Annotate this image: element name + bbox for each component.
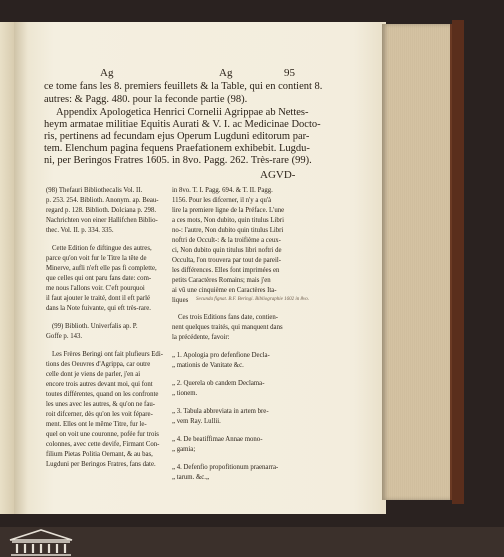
header-center: Ag bbox=[219, 67, 233, 79]
intro-line: autres: & Pagg. 480. pour la feconde partie (98). bbox=[44, 94, 248, 105]
footnote-line: noftri de Occult-: & la troifième a ceux- bbox=[172, 237, 281, 244]
entry-line: ris, pertinens ad fecundam ejus Operum Lugduni editorum par- bbox=[44, 131, 310, 142]
footnote-line: parce qu'on voit fur le Titre la tête de bbox=[46, 255, 147, 262]
footnote-line: Les Frères Beringi ont fait plufieurs Edi- bbox=[52, 351, 163, 358]
footnote-line: toutes différentes, quand on les confronte bbox=[46, 391, 159, 398]
footnote-line: ci, Non dubito quin titulus libri noftri de bbox=[172, 247, 282, 254]
footnote-line: Occulta, l'on trouvera par tout de pareil- bbox=[172, 257, 281, 264]
footnote-line: Lugduni per Beringos Fratres, fans date. bbox=[46, 461, 156, 468]
footnote-line: a ces mots, Non dubito, quin titulus Libri bbox=[172, 217, 284, 224]
footnote-line: me nous l'allons voir. C'eft pourquoi bbox=[46, 285, 145, 292]
footnote-line: „ 2. Querela ob candem Declama- bbox=[172, 380, 265, 387]
footnote-line: colonnes, avec cette devife, Firmant Con- bbox=[46, 441, 160, 448]
footnote-line: roit difcerner, dès qu'on les voit fépare- bbox=[46, 411, 153, 418]
book-cover-edge bbox=[452, 20, 464, 504]
footnote-line: ai vû une cinquième en Caractères Ita- bbox=[172, 287, 277, 294]
footnote-line: lire la premiere ligne de la Préface. L'une bbox=[172, 207, 285, 214]
footnote-line: Goffe p. 143. bbox=[46, 333, 83, 340]
footnote-line: dans la Note fuivante, qui eft très-rare. bbox=[46, 305, 151, 312]
footnote-line: thec. Vol. II. p. 334. 335. bbox=[46, 227, 114, 234]
entry-line: ni, per Beringos Fratres 1605. in 8vo. Pagg. 262. Très-rare (99). bbox=[44, 155, 312, 166]
footnote-line: encore trois autres devant moi, qui font bbox=[46, 381, 153, 388]
footnote-line: regard p. 128. Biblioth. Dolciana p. 298. bbox=[46, 207, 157, 214]
library-logo-icon bbox=[6, 527, 76, 557]
footnote-line: p. 253. 254. Biblioth. Anonym. ap. Beau- bbox=[46, 197, 159, 204]
footnote-line: no-: l'autre, Non dubito quin titulus Libri bbox=[172, 227, 284, 234]
entry-line: heym armatae militiae Equitis Aurati & V. I. ac Medicinae Docto- bbox=[44, 119, 321, 130]
footnote-line: „ mationis de Vanitate &c. bbox=[172, 362, 244, 369]
footnote-line: „ tarum. &c.„ bbox=[172, 474, 209, 481]
entry-line: Appendix Apologetica Henrici Cornelii Agrippae ab Nettes- bbox=[56, 107, 309, 118]
footnote-line: ment. Elles ont le même Titre, fur le- bbox=[46, 421, 147, 428]
footnote-line: quel on voit une couronne, pofée fur trois bbox=[46, 431, 159, 438]
intro-line: ce tome fans les 8. premiers feuillets & la Table, qui en contient 8. bbox=[44, 81, 323, 92]
page-block-edge bbox=[382, 24, 456, 500]
page-number: 95 bbox=[284, 67, 295, 79]
footnote-line: Cette Edition fe diftingue des autres, bbox=[52, 245, 152, 252]
footnote-line: in 8vo. T. I. Pagg. 694. & T. II. Pagg. bbox=[172, 187, 273, 194]
footnote-line: Ces trois Editions fans date, contien- bbox=[178, 314, 279, 321]
left-page-edge bbox=[0, 22, 14, 514]
footnote-line: (98) Thefauri Bibliothecalis Vol. II. bbox=[46, 187, 143, 194]
entry-line: tem. Elenchum pagina fequens Praefationem exhibebit. Lugdu- bbox=[44, 143, 310, 154]
header-left: Ag bbox=[100, 67, 114, 79]
footnote-line: celle dont je viens de parler, j'en ai bbox=[46, 371, 141, 378]
footnote-line: Minerve, aufli n'eft elle pas fi complette, bbox=[46, 265, 157, 272]
footnote-line: „ 3. Tabula abbreviata in artem bre- bbox=[172, 408, 269, 415]
footnote-line: les différences. Elles font imprimées en bbox=[172, 267, 280, 274]
footnote-line: (99) Biblioth. Univerfalis ap. P. bbox=[52, 323, 138, 330]
footnote-line: „ 4. Defenfio propofitionum praenarra- bbox=[172, 464, 279, 471]
footnote-line: „ vem Ray. Lullii. bbox=[172, 418, 221, 425]
footnote-line: que celles qui ont paru fans date: com- bbox=[46, 275, 152, 282]
footnote-line: les unes avec les autres, & qu'on ne fau- bbox=[46, 401, 155, 408]
footnote-line: „ 1. Apologia pro defenfione Decla- bbox=[172, 352, 270, 359]
handwritten-annotation: Secunda fignat. B.F. Beringi. Bibliographie 1602 in 8vo. bbox=[196, 297, 309, 302]
footnote-line: „ tionem. bbox=[172, 390, 198, 397]
footnote-line: „ gamia; bbox=[172, 446, 196, 453]
footnote-line: la précédente, favoir: bbox=[172, 334, 230, 341]
footnote-line: tions des Oeuvres d'Agrippa, car outre bbox=[46, 361, 151, 368]
footnote-line: liques bbox=[172, 297, 189, 304]
catchword: AGVD- bbox=[260, 169, 296, 181]
footnote-line: il faut ajouter le traité, dont il eft parlé bbox=[46, 295, 150, 302]
footnote-line: filium Pietas Politia Oernant, & au bas, bbox=[46, 451, 153, 458]
footnote-line: Nachrichten von einer Hallifchen Biblio- bbox=[46, 217, 158, 224]
footnote-line: nent quelques traités, qui manquent dans bbox=[172, 324, 283, 331]
footnote-line: petits Caractères Romains; mais j'en bbox=[172, 277, 271, 284]
footnote-line: „ 4. De beatiffimae Annae mono- bbox=[172, 436, 263, 443]
footnote-line: 1156. Pour les difcerner, il n'y a qu'à bbox=[172, 197, 272, 204]
